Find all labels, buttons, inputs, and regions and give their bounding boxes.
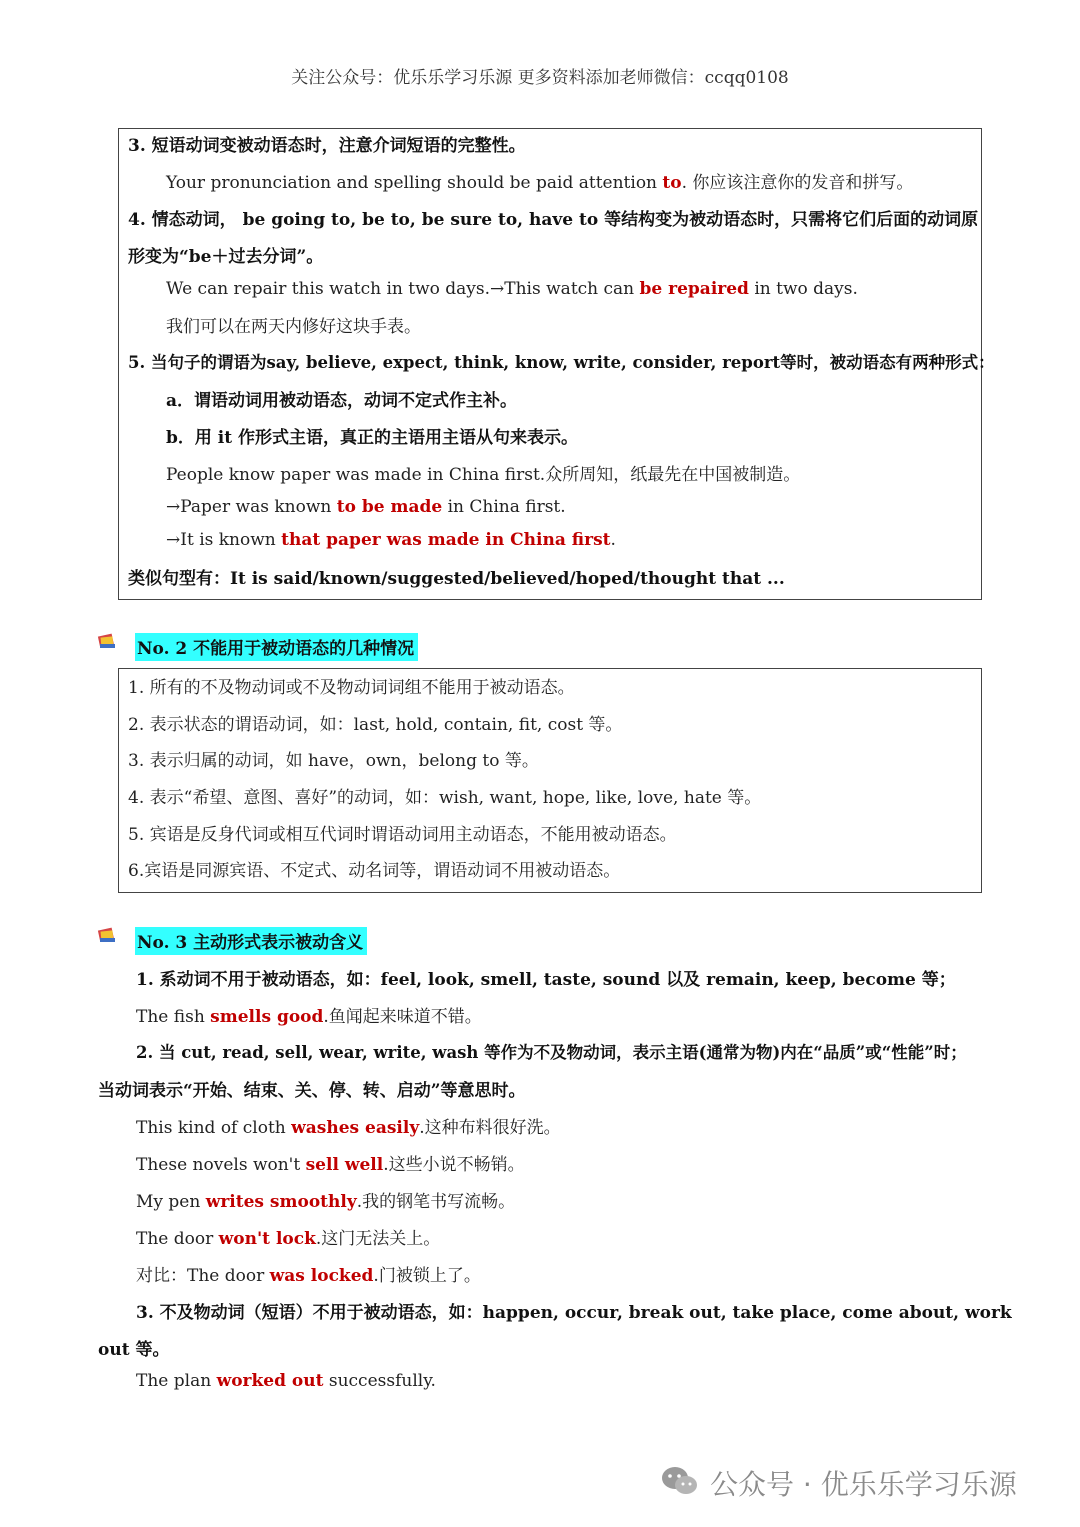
highlight: to <box>662 173 682 193</box>
text: . 你应该注意你的发音和拼写。 <box>681 173 914 193</box>
text: →It is known <box>166 530 282 550</box>
text: .鱼闻起来味道不错。 <box>323 1007 482 1027</box>
text: successfully. <box>323 1371 436 1391</box>
similar-patterns: 类似句型有：It is said/known/suggested/believed/hoped/thought that ... <box>128 569 785 589</box>
text: in China first. <box>442 497 566 517</box>
rule-3: 3. 短语动词变被动语态时，注意介词短语的完整性。 <box>128 136 526 156</box>
text: 对比：The door <box>136 1266 270 1286</box>
text: .门被锁上了。 <box>373 1266 481 1286</box>
highlight: that paper was made in China first <box>281 530 611 550</box>
rule-5: 5. 当句子的谓语为say, believe, expect, think, know, write, consider, report等时，被动语态有两种形式： <box>128 353 995 372</box>
text: Your pronunciation and spelling should be paid attention <box>166 173 663 193</box>
text: This kind of cloth <box>136 1118 292 1138</box>
rule-5-example: People know paper was made in China first.众所周知，纸最先在中国被制造。 <box>166 465 801 485</box>
text: .这种布料很好洗。 <box>419 1118 561 1138</box>
rule-4-line1: 4. 情态动词， be going to, be to, be sure to, have to 等结构变为被动语态时，只需将它们后面的动词原 <box>128 210 979 230</box>
section-2-item: 2. 表示状态的谓语动词，如：last, hold, contain, fit, cost 等。 <box>128 715 623 735</box>
text: My pen <box>136 1192 206 1212</box>
section-3-rule-1: 1. 系动词不用于被动语态，如：feel, look, smell, taste, sound 以及 remain, keep, become 等； <box>136 970 956 990</box>
highlight: sell well <box>305 1155 384 1175</box>
section-2-item: 3. 表示归属的动词，如 have，own，belong to 等。 <box>128 751 539 771</box>
highlight: won't lock <box>218 1229 316 1249</box>
rule-5-example-2 <box>166 497 566 517</box>
section-2-title: No. 2 不能用于被动语态的几种情况 <box>135 633 418 661</box>
rule-3-example <box>166 168 913 193</box>
section-3-example-1 <box>136 1002 482 1027</box>
section-3-title: No. 3 主动形式表示被动含义 <box>135 927 367 955</box>
section-3-example-6 <box>136 1261 481 1286</box>
highlight: writes smoothly <box>205 1192 357 1212</box>
text: .这些小说不畅销。 <box>383 1155 525 1175</box>
rule-5-b: b．用 it 作形式主语，真正的主语用主语从句来表示。 <box>166 428 579 448</box>
rule-5-example-3 <box>166 530 616 550</box>
text: The plan <box>136 1371 217 1391</box>
section-3-rule-2-line1: 2. 当 cut, read, sell, wear, write, wash 等作为不及物动词，表示主语(通常为物)内在“品质”或“性能”时； <box>136 1043 967 1062</box>
section-2-item: 6.宾语是同源宾语、不定式、动名词等，谓语动词不用被动语态。 <box>128 861 621 881</box>
text: The fish <box>136 1007 211 1027</box>
highlight: worked out <box>216 1371 324 1391</box>
section-3-rule-3-line1: 3. 不及物动词（短语）不用于被动语态，如：happen, occur, break out, take place, come about, work <box>136 1303 1012 1323</box>
section-3-rule-3-line2: out 等。 <box>98 1340 170 1360</box>
rule-4-example-cn: 我们可以在两天内修好这块手表。 <box>166 317 421 337</box>
section-2-item: 1. 所有的不及物动词或不及物动词词组不能用于被动语态。 <box>128 678 575 698</box>
section-2-item: 4. 表示“希望、意图、喜好”的动词，如：wish, want, hope, like, love, hate 等。 <box>128 788 762 808</box>
highlight: washes easily <box>291 1118 420 1138</box>
section-3-example-3 <box>136 1150 525 1175</box>
page-header: 关注公众号：优乐乐学习乐源 更多资料添加老师微信：ccqq0108 <box>291 68 789 88</box>
text: We can repair this watch in two days.→This watch can <box>166 279 640 299</box>
section-3-example-2 <box>136 1113 561 1138</box>
book-icon <box>97 926 117 944</box>
section-2-item: 5. 宾语是反身代词或相互代词时谓语动词用主动语态，不能用被动语态。 <box>128 825 677 845</box>
highlight: smells good <box>210 1007 324 1027</box>
text: . <box>610 530 616 550</box>
rule-4-line2: 形变为“be＋过去分词”。 <box>128 247 324 267</box>
book-icon <box>97 632 117 650</box>
highlight: be repaired <box>639 279 749 299</box>
text: in two days. <box>748 279 858 299</box>
watermark-text: 公众号 · 优乐乐学习乐源 <box>710 1468 1017 1501</box>
rule-4-example <box>166 279 858 299</box>
rule-5-a: a．谓语动词用被动语态，动词不定式作主补。 <box>166 391 518 411</box>
highlight: to be made <box>336 497 443 517</box>
text: .我的钢笔书写流畅。 <box>356 1192 516 1212</box>
highlight: was locked <box>269 1266 374 1286</box>
section-3-example-7 <box>136 1371 436 1391</box>
text: .这门无法关上。 <box>315 1229 441 1249</box>
text: These novels won't <box>136 1155 306 1175</box>
text: →Paper was known <box>166 497 337 517</box>
wechat-icon <box>660 1465 700 1497</box>
text: The door <box>136 1229 219 1249</box>
section-3-example-5 <box>136 1224 440 1249</box>
section-3-rule-2-line2: 当动词表示“开始、结束、关、停、转、启动”等意思时。 <box>98 1081 526 1101</box>
section-3-example-4 <box>136 1187 515 1212</box>
